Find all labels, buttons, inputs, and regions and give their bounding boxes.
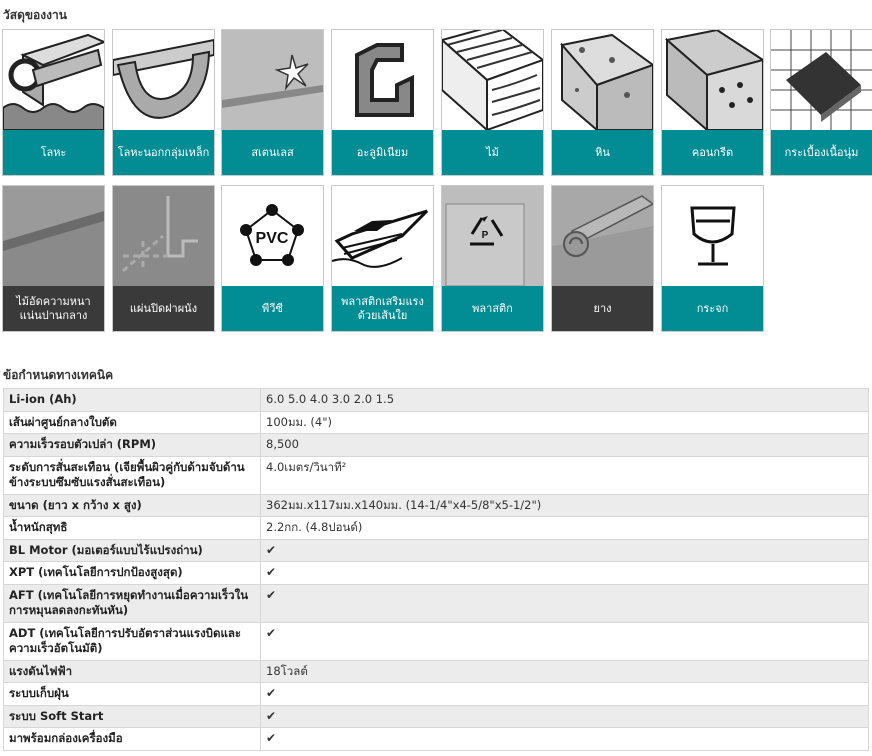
spec-value: 4.0เมตร/วินาที² — [261, 456, 869, 494]
materials-section-title: วัสดุของงาน — [3, 8, 67, 22]
check-icon: ✔ — [261, 728, 869, 751]
wall-panel-icon — [113, 186, 214, 286]
material-label: ไม้อัดความหนาแน่นปานกลาง — [3, 286, 104, 331]
spec-key: เส้นผ่าศูนย์กลางใบตัด — [4, 411, 261, 434]
material-tile-wall-panel — [112, 185, 215, 332]
soft-tile-icon — [771, 30, 872, 130]
table-row — [4, 389, 869, 412]
metal-pipes-icon — [3, 30, 104, 130]
spec-key: ขนาด (ยาว x กว้าง x สูง) — [4, 494, 261, 517]
spec-key: XPT (เทคโนโลยีการปกป้องสูงสุด) — [4, 562, 261, 585]
stone-icon — [552, 30, 653, 130]
spec-key: AFT (เทคโนโลยีการหยุดทำงานเมื่อความเร็วในการหมุนลดลงกะทันหัน) — [4, 584, 261, 622]
spec-key: Li-ion (Ah) — [4, 389, 261, 412]
material-label: พลาสติก — [442, 286, 543, 331]
material-tile-aluminium — [331, 29, 434, 176]
glass-icon — [662, 186, 763, 286]
material-label: พีวีซี — [222, 286, 323, 331]
material-tile-mdf — [2, 185, 105, 332]
material-tile-soft-tile — [770, 29, 872, 176]
table-row — [4, 562, 869, 585]
material-tile-glass — [661, 185, 764, 332]
spec-key: มาพร้อมกล่องเครื่องมือ — [4, 728, 261, 751]
spec-value: 100มม. (4") — [261, 411, 869, 434]
table-row — [4, 517, 869, 540]
material-label: อะลูมิเนียม — [332, 130, 433, 175]
spec-value: 6.0 5.0 4.0 3.0 2.0 1.5 — [261, 389, 869, 412]
material-tile-plastic — [441, 185, 544, 332]
spec-key: แรงดันไฟฟ้า — [4, 660, 261, 683]
rubber-roll-icon — [552, 186, 653, 286]
table-row — [4, 705, 869, 728]
spec-key: ระบบ Soft Start — [4, 705, 261, 728]
spec-value: 2.2กก. (4.8ปอนด์) — [261, 517, 869, 540]
material-tile-rubber — [551, 185, 654, 332]
material-tile-stone — [551, 29, 654, 176]
specs-section-title: ข้อกำหนดทางเทคนิค — [3, 368, 114, 382]
pvc-icon — [222, 186, 323, 286]
material-tile-frp — [331, 185, 434, 332]
spec-value: 362มม.x117มม.x140มม. (14-1/4"x4-5/8"x5-1/2") — [261, 494, 869, 517]
table-row — [4, 584, 869, 622]
material-tile-concrete — [661, 29, 764, 176]
recycle-letter: P — [481, 230, 489, 241]
table-row — [4, 494, 869, 517]
check-icon: ✔ — [261, 683, 869, 706]
spec-value: 8,500 — [261, 434, 869, 457]
aluminium-profile-icon — [332, 30, 433, 130]
spec-key: BL Motor (มอเตอร์แบบไร้แปรงถ่าน) — [4, 539, 261, 562]
nonferrous-metal-icon — [113, 30, 214, 130]
table-row — [4, 728, 869, 751]
wood-icon — [442, 30, 543, 130]
material-tile-metal — [2, 29, 105, 176]
table-row — [4, 434, 869, 457]
concrete-icon — [662, 30, 763, 130]
material-label: โลหะนอกกลุ่มเหล็ก — [113, 130, 214, 175]
check-icon: ✔ — [261, 622, 869, 660]
material-label: คอนกรีต — [662, 130, 763, 175]
material-tile-wood — [441, 29, 544, 176]
table-row — [4, 411, 869, 434]
table-row — [4, 456, 869, 494]
spec-key: ADT (เทคโนโลยีการปรับอัตราส่วนแรงบิดและความเร็วอัตโนมัติ) — [4, 622, 261, 660]
table-row — [4, 660, 869, 683]
material-tile-nonferrous — [112, 29, 215, 176]
material-label: กระจก — [662, 286, 763, 331]
specs-table — [3, 388, 869, 751]
material-label: สเตนเลส — [222, 130, 323, 175]
spec-key: ความเร็วรอบตัวเปล่า (RPM) — [4, 434, 261, 457]
material-label: แผ่นปิดฝาผนัง — [113, 286, 214, 331]
mdf-board-icon — [3, 186, 104, 286]
frp-boat-icon — [332, 186, 433, 286]
spec-value: 18โวลต์ — [261, 660, 869, 683]
material-label: ยาง — [552, 286, 653, 331]
material-label: ไม้ — [442, 130, 543, 175]
spec-key: ระบบเก็บฝุ่น — [4, 683, 261, 706]
material-label: กระเบื้องเนื้อนุ่ม — [771, 130, 872, 175]
material-label: โลหะ — [3, 130, 104, 175]
check-icon: ✔ — [261, 539, 869, 562]
material-label: หิน — [552, 130, 653, 175]
check-icon: ✔ — [261, 562, 869, 585]
table-row — [4, 683, 869, 706]
stainless-sheet-icon — [222, 30, 323, 130]
table-row — [4, 539, 869, 562]
pvc-text: PVC — [255, 230, 289, 247]
spec-key: น้ำหนักสุทธิ — [4, 517, 261, 540]
check-icon: ✔ — [261, 705, 869, 728]
spec-key: ระดับการสั่นสะเทือน (เจียพื้นผิวคู่กับด้ามจับด้านข้างระบบซึมซับแรงสั่นสะเทือน) — [4, 456, 261, 494]
check-icon: ✔ — [261, 584, 869, 622]
plastic-recycle-icon — [442, 186, 543, 286]
material-tile-pvc — [221, 185, 324, 332]
material-label: พลาสติกเสริมแรงด้วยเส้นใย — [332, 286, 433, 331]
material-tile-stainless — [221, 29, 324, 176]
table-row — [4, 622, 869, 660]
